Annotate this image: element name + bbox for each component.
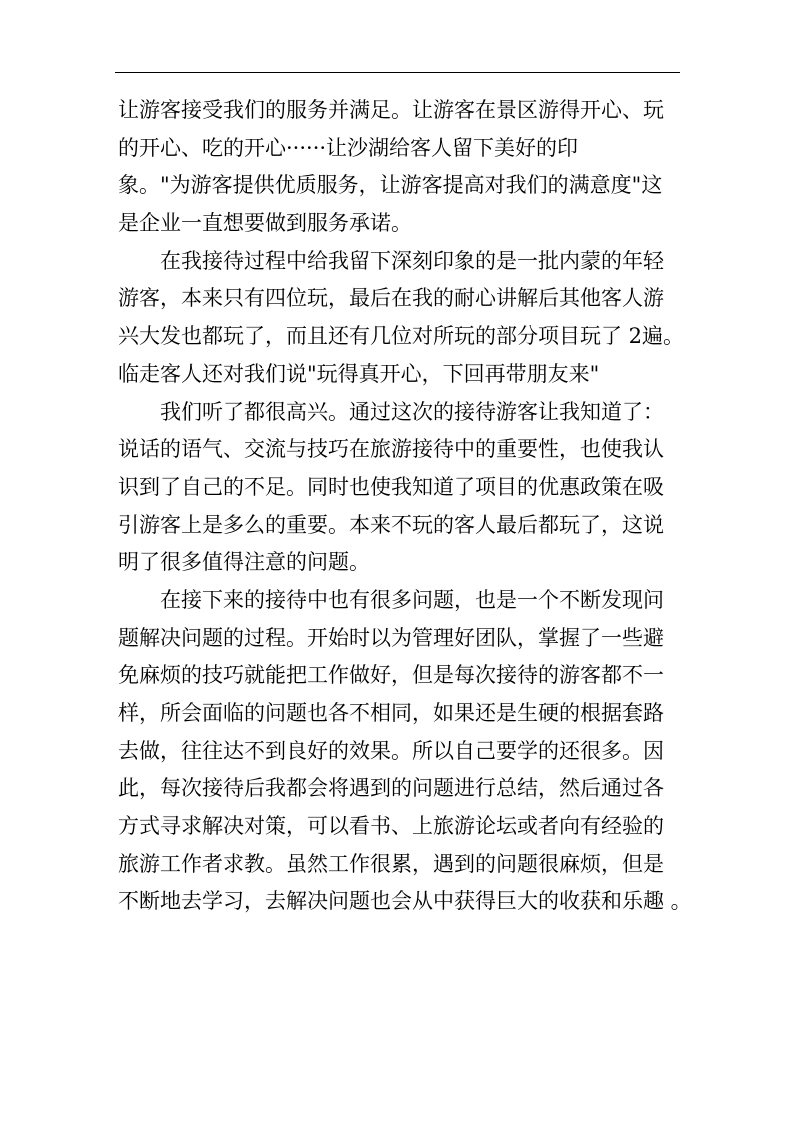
text-line: 方式寻求解决对策，可以看书、上旅游论坛或者向有经验的 bbox=[118, 814, 664, 839]
text-line: 旅游工作者求教。虽然工作很累，遇到的问题很麻烦，但是 bbox=[118, 851, 664, 876]
text-line: 兴大发也都玩了，而且还有几位对所玩的部分项目玩了 2遍。 bbox=[118, 324, 685, 349]
document-body bbox=[118, 92, 692, 921]
text-line: 说话的语气、交流与技巧在旅游接待中的重要性，也使我认 bbox=[118, 437, 664, 462]
paragraph-first-line: 在接下来的接待中也有很多问题，也是一个不断发现问 bbox=[160, 587, 664, 612]
text-line: 免麻烦的技巧就能把工作做好，但是每次接待的游客都不一 bbox=[118, 663, 664, 688]
text-line: 去做，往往达不到良好的效果。所以自己要学的还很多。因 bbox=[118, 738, 664, 763]
text-line: 让游客接受我们的服务并满足。让游客在景区游得开心、玩 bbox=[118, 98, 664, 122]
text-line: 游客，本来只有四位玩，最后在我的耐心讲解后其他客人游 bbox=[118, 286, 664, 311]
text-line: 的开心、吃的开心······让沙湖给客人留下美好的印 bbox=[118, 135, 579, 160]
text-line: 识到了自己的不足。同时也使我知道了项目的优惠政策在吸 bbox=[118, 474, 664, 499]
text-line: 明了很多值得注意的问题。 bbox=[118, 550, 370, 575]
text-line: 是企业一直想要做到服务承诺。 bbox=[118, 211, 412, 236]
paragraph-first-line: 在我接待过程中给我留下深刻印象的是一批内蒙的年轻 bbox=[160, 248, 664, 273]
text-line: 不断地去学习，去解决问题也会从中获得巨大的收获和乐趣 。 bbox=[118, 889, 692, 914]
text-line: 题解决问题的过程。开始时以为管理好团队，掌握了一些避 bbox=[118, 625, 664, 650]
text-line: 象。"为游客提供优质服务，让游客提高对我们的满意度"这 bbox=[118, 173, 663, 198]
text-line: 此，每次接待后我都会将遇到的问题进行总结，然后通过各 bbox=[118, 776, 664, 801]
text-line: 样，所会面临的问题也各不相同，如果还是生硬的根据套路 bbox=[118, 701, 664, 725]
paragraph-first-line: 我们听了都很高兴。通过这次的接待游客让我知道了： bbox=[160, 399, 664, 424]
header-rule bbox=[115, 72, 680, 73]
text-line: 引游客上是多么的重要。本来不玩的客人最后都玩了，这说 bbox=[118, 512, 664, 537]
text-line: 临走客人还对我们说"玩得真开心，下回再带朋友来" bbox=[118, 361, 600, 386]
